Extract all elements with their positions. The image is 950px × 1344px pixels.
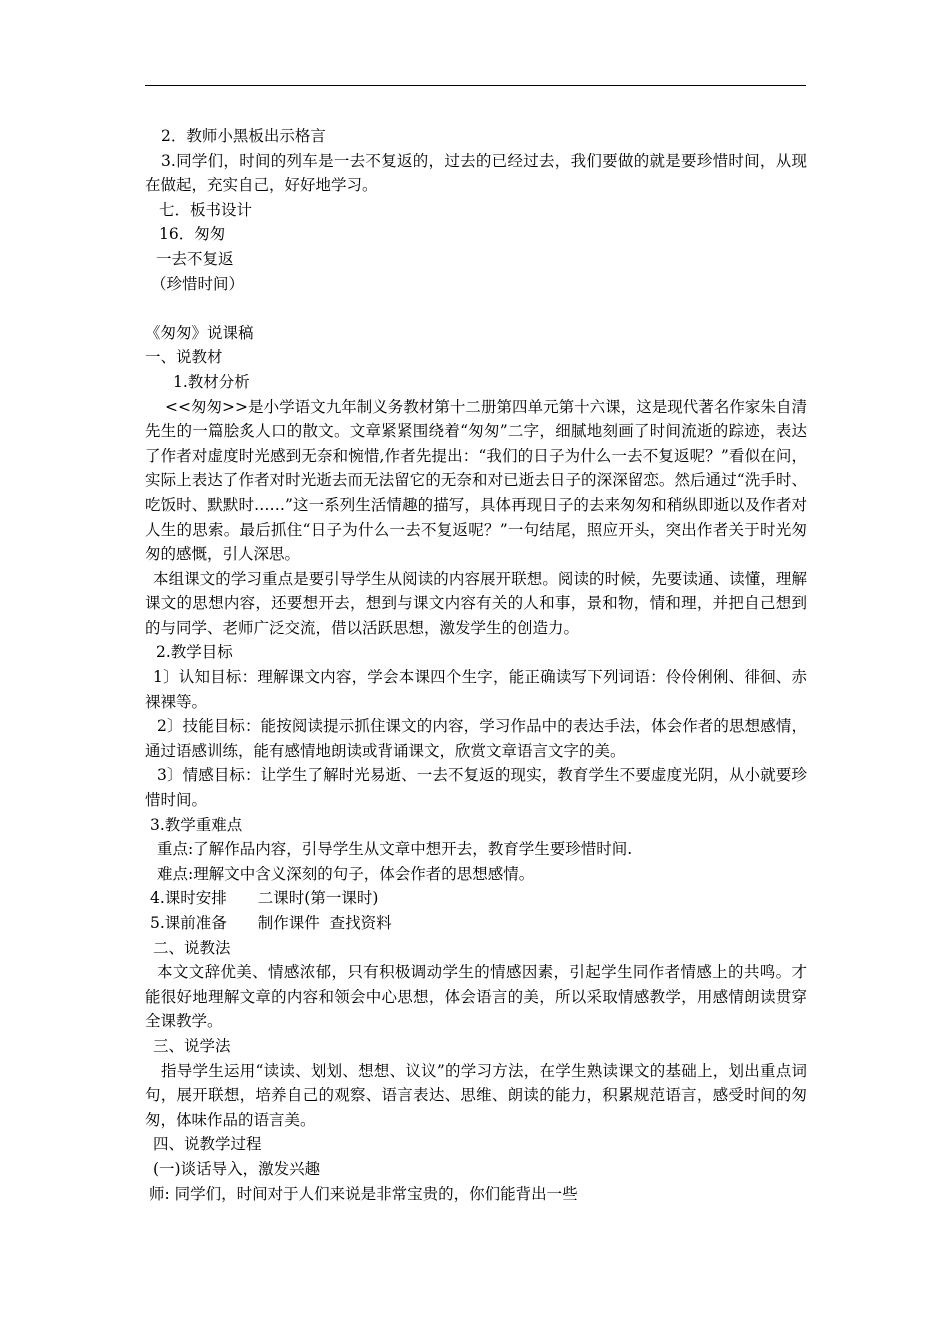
blank-line xyxy=(145,296,807,321)
document-body xyxy=(145,124,807,1206)
item-3: 3.同学们，时间的列车是一去不复返的，过去的已经过去，我们要做的就是要珍惜时间，从现在做起，充实自己，好好地学习。 xyxy=(145,151,807,195)
header-rule xyxy=(145,85,806,86)
learning-method-paragraph: 指导学生运用“读读、划划、想想、议议”的学习方法，在学生熟读课文的基础上，划出重点词句，展开联想，培养自己的观察、语言表达、思维、朗读的能力，积累规范语言，感受时间的匆匆，体味作品的语言美。 xyxy=(145,1061,807,1129)
difficult-point: 难点:理解文中含义深刻的句子，体会作者的思想感情。 xyxy=(157,864,535,883)
section-3-heading: 三、说学法 xyxy=(153,1036,231,1055)
section-1-2-heading: 2.教学目标 xyxy=(156,643,233,662)
section-2-heading: 二、说教法 xyxy=(153,938,231,957)
section-4-1-heading: (一)谈话导入，激发兴趣 xyxy=(153,1159,321,1178)
section-4-heading: 四、说教学过程 xyxy=(153,1135,262,1154)
section-1-5: 5.课前准备 制作课件 查找资料 xyxy=(150,914,392,932)
goal-3: 3〕情感目标：让学生了解时光易逝、一去不复返的现实，教育学生不要虚度光阴，从小就要珍惜时间。 xyxy=(145,766,807,810)
analysis-paragraph-2: 本组课文的学习重点是要引导学生从阅读的内容展开联想。阅读的时候，先要读通、读懂，理解课文的思想内容，还要想开去，想到与课文内容有关的人和事，景和物，情和理，并把自己想到的与同学、老师广泛交流，借以活跃思想，激发学生的创造力。 xyxy=(145,569,807,637)
key-point: 重点:了解作品内容，引导学生从文章中想开去，教育学生要珍惜时间. xyxy=(157,840,633,859)
teaching-method-paragraph: 本文文辞优美、情感浓郁，只有积极调动学生的情感因素，引起学生同作者情感上的共鸣。才能很好地理解文章的内容和领会中心思想，体会语言的美，所以采取情感教学，用感情朗读贯穿全课教学。 xyxy=(145,963,807,1031)
lecture-title: 《匆匆》说课稿 xyxy=(145,323,254,342)
goal-2: 2〕技能目标：能按阅读提示抓住课文的内容，学习作品中的表达手法，体会作者的思想感情，通过语感训练，能有感情地朗读或背诵课文，欣赏文章语言文字的美。 xyxy=(145,717,807,760)
board-line-2: （珍惜时间） xyxy=(151,274,245,293)
board-line-1: 一去不复返 xyxy=(156,249,234,268)
section-4-1-paragraph: 师: 同学们，时间对于人们来说是非常宝贵的，你们能背出一些 xyxy=(149,1184,578,1203)
section-1-4: 4.课时安排 二课时(第一课时) xyxy=(150,889,379,908)
section-7-heading: 七．板书设计 xyxy=(159,200,253,219)
section-1-heading: 一、说教材 xyxy=(145,348,223,367)
item-2: 2．教师小黑板出示格言 xyxy=(161,127,326,145)
section-1-1-heading: 1.教材分析 xyxy=(173,372,250,391)
goal-1: 1〕认知目标：理解课文内容，学会本课四个生字，能正确读写下列词语：伶伶俐俐、徘徊、赤裸裸等。 xyxy=(145,668,807,711)
analysis-paragraph-1: <<匆匆>>是小学语文九年制义务教材第十二册第四单元第十六课，这是现代著名作家朱自清先生的一篇脍炙人口的散文。文章紧紧围绕着“匆匆”二字，细腻地刻画了时间流逝的踪迹，表达了作者对虚度时光感到无奈和惋惜,作者先提出：“我们的日子为什么一去不复返呢？”看似在问，实际上表达了作者对时光逝去而无法留它的无奈和对已逝去日子的深深留恋。然后通过“洗手时、吃饭时、默默时……”这一系列生活情趣的描写，具体再现日子的去来匆匆和稍纵即逝以及作者对人生的思索。最后抓住“日子为什么一去不复返呢？”一句结尾，照应开头，突出作者关于时光匆匆的感慨，引人深思。 xyxy=(145,397,807,564)
board-title: 16．匆匆 xyxy=(159,225,226,244)
section-1-3-heading: 3.教学重难点 xyxy=(150,815,243,834)
